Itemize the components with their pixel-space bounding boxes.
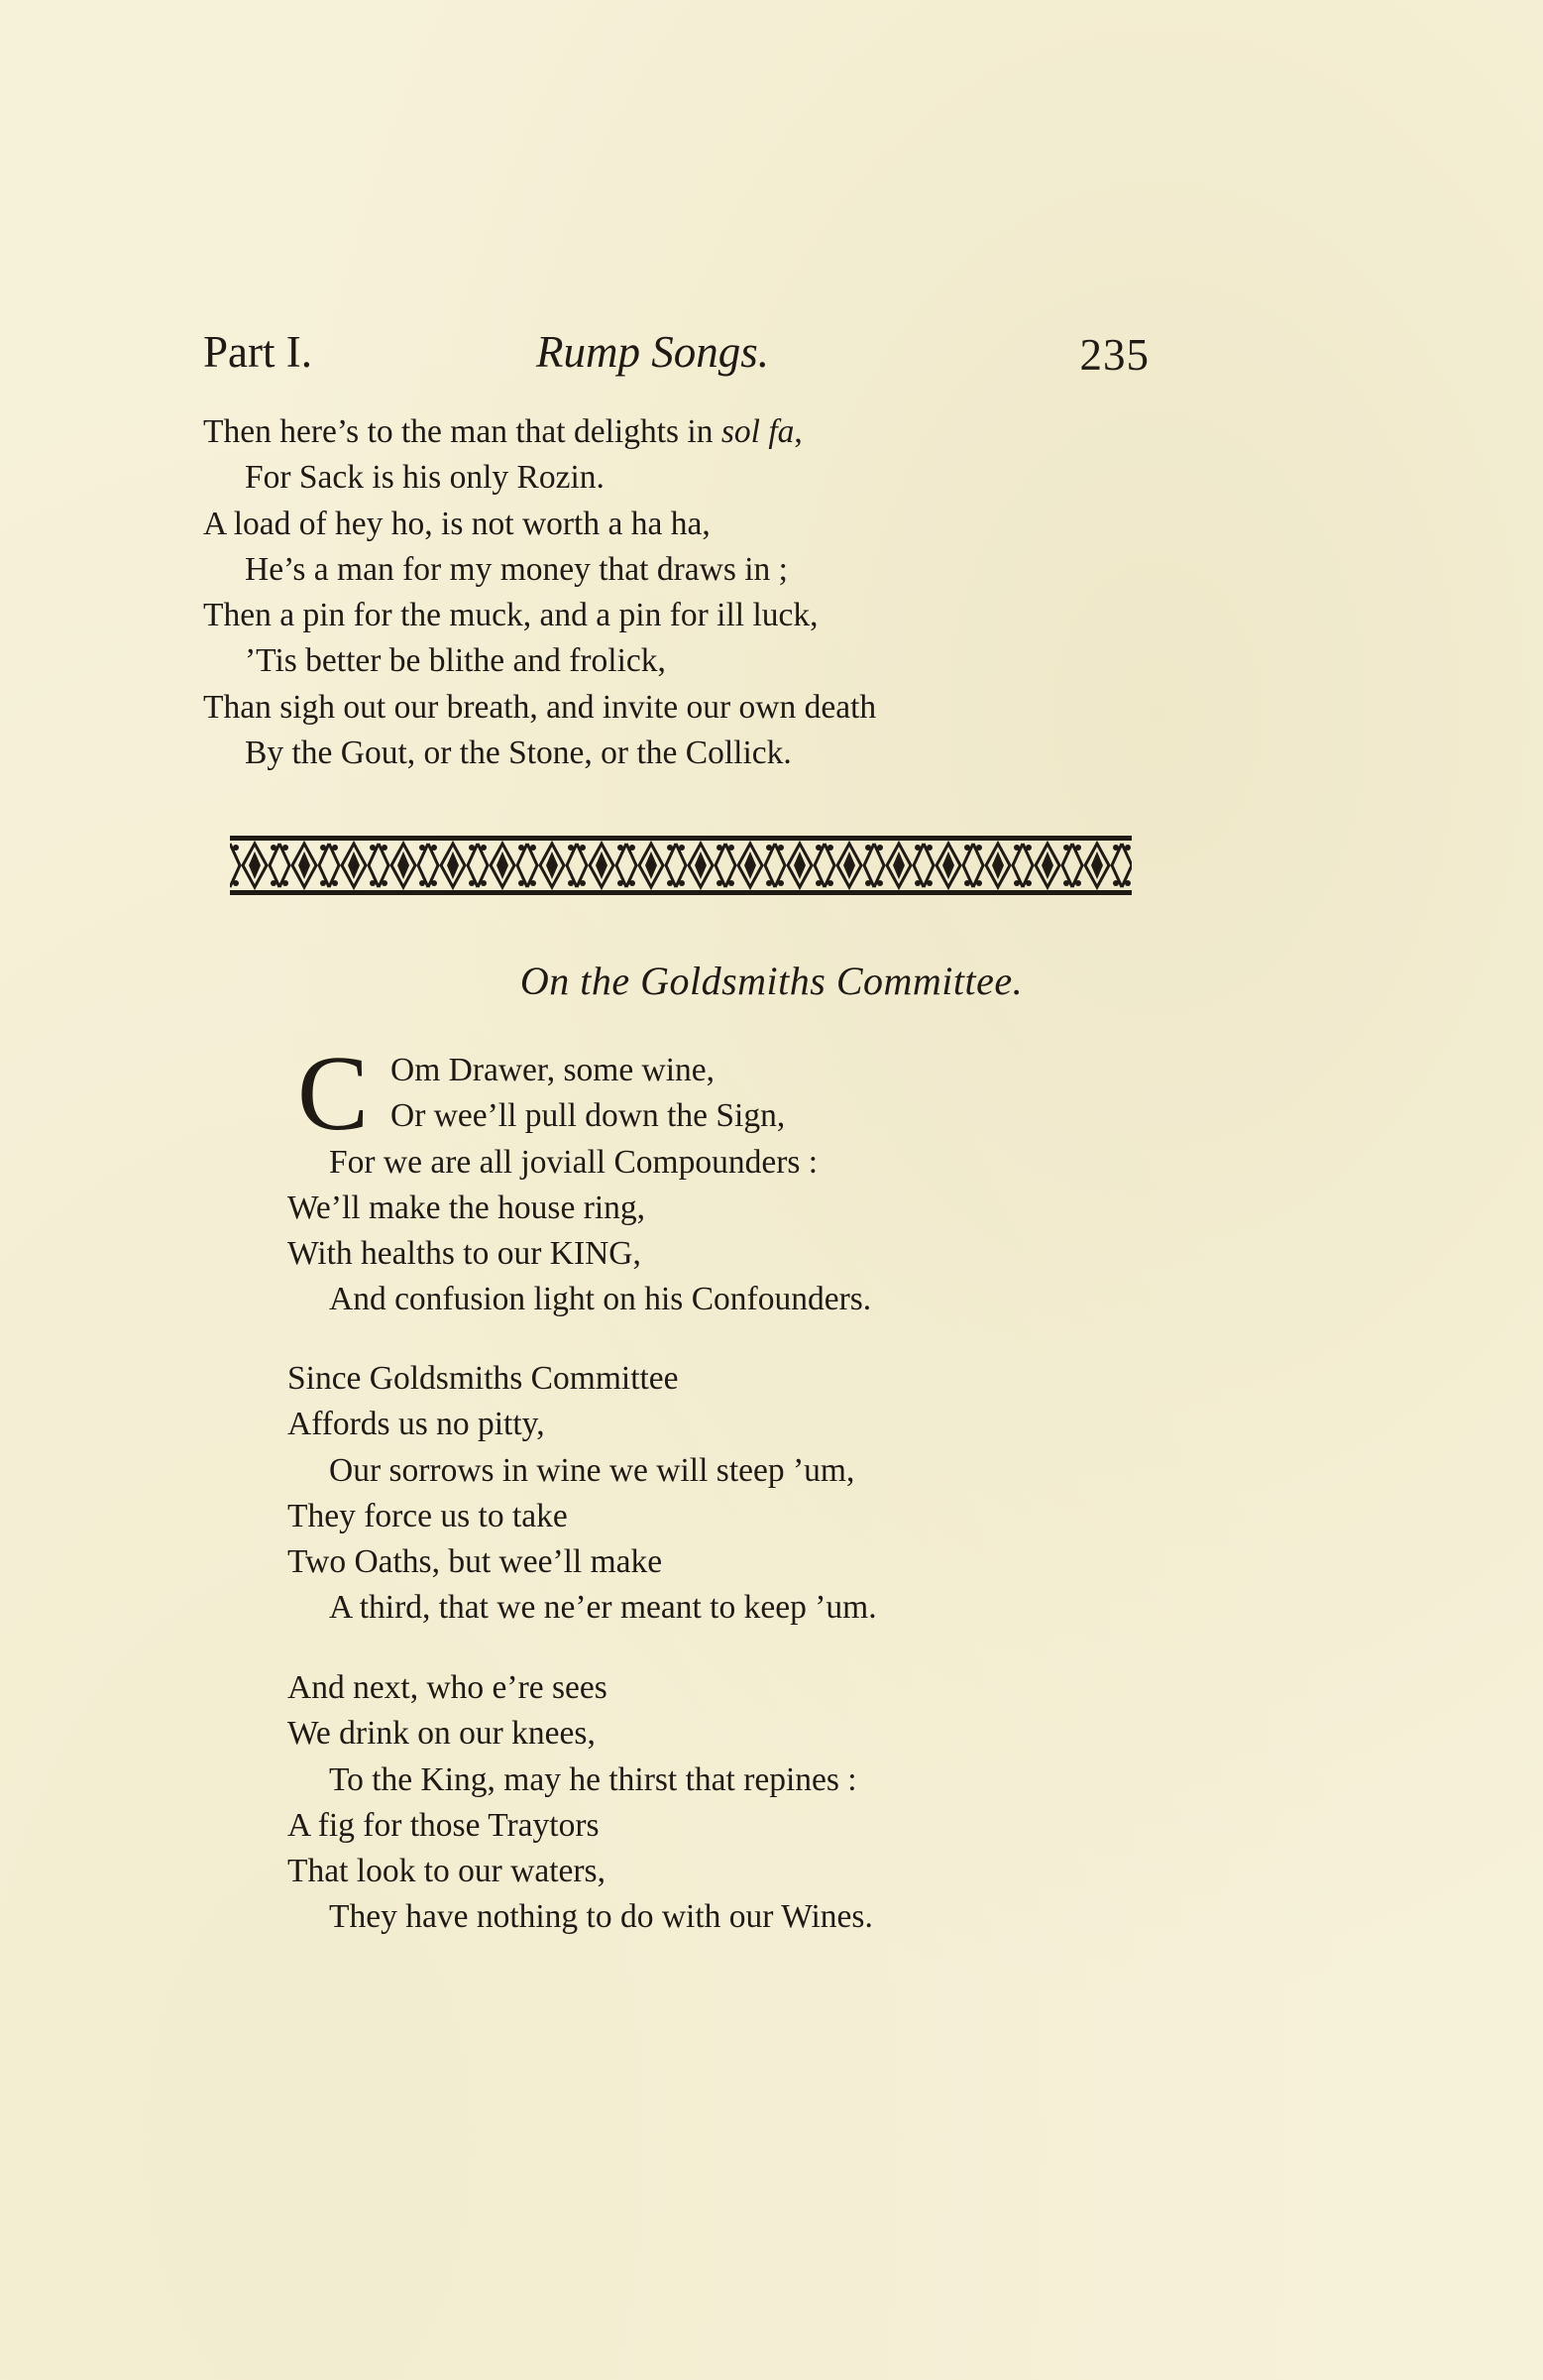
verse-line: We drink on our knees, bbox=[287, 1715, 596, 1753]
verse-line: He’s a man for my money that draws in ; bbox=[245, 550, 788, 588]
verse-line: Then here’s to the man that delights in sol fa, bbox=[203, 413, 803, 450]
verse-line: Our sorrows in wine we will steep ’um, bbox=[329, 1451, 855, 1489]
verse-line: With healths to our KING, bbox=[287, 1235, 641, 1273]
part-label: Part I. bbox=[203, 327, 312, 377]
decorative-ornament-band bbox=[230, 836, 1132, 895]
verse-line: A third, that we ne’er meant to keep ’um. bbox=[329, 1589, 877, 1627]
verse-line: Or wee’ll pull down the Sign, bbox=[390, 1097, 786, 1135]
verse-line: ’Tis better be blithe and frolick, bbox=[245, 642, 666, 680]
verse-line: That look to our waters, bbox=[287, 1853, 606, 1890]
page-number: 235 bbox=[1079, 330, 1150, 380]
stanza-2 bbox=[287, 1356, 877, 1632]
poem-title: On the Goldsmiths Committee. bbox=[519, 959, 1024, 1003]
verse-line: They force us to take bbox=[287, 1497, 568, 1534]
verse-line: Since Goldsmiths Committee bbox=[287, 1360, 679, 1397]
verse-line: They have nothing to do with our Wines. bbox=[329, 1898, 873, 1936]
verse-line: A load of hey ho, is not worth a ha ha, bbox=[203, 505, 711, 542]
verse-line: To the King, may he thirst that repines : bbox=[329, 1760, 857, 1798]
verse-line: Om Drawer, some wine, bbox=[390, 1052, 716, 1088]
verse-line: And confusion light on his Confounders. bbox=[329, 1281, 872, 1318]
verse-line: Affords us no pitty, bbox=[287, 1406, 545, 1443]
book-title: Rump Songs. bbox=[536, 327, 769, 377]
drop-cap: C bbox=[297, 1035, 370, 1153]
stanza-3 bbox=[287, 1665, 873, 1941]
running-head bbox=[203, 322, 1150, 382]
verse-line: A fig for those Traytors bbox=[287, 1806, 600, 1844]
verse-line: Than sigh out our breath, and invite our own death bbox=[203, 688, 877, 726]
stanza-1 bbox=[287, 1048, 871, 1323]
closing-stanza bbox=[203, 409, 876, 776]
verse-line: By the Gout, or the Stone, or the Collick. bbox=[245, 735, 792, 772]
verse-line: For we are all joviall Compounders : bbox=[329, 1143, 819, 1181]
verse-line: Two Oaths, but wee’ll make bbox=[287, 1543, 663, 1581]
verse-line: For Sack is his only Rozin. bbox=[245, 459, 605, 497]
verse-line: We’ll make the house ring, bbox=[287, 1189, 646, 1226]
verse-line: And next, who e’re sees bbox=[287, 1669, 607, 1706]
verse-line: Then a pin for the muck, and a pin for ill luck, bbox=[203, 597, 819, 634]
